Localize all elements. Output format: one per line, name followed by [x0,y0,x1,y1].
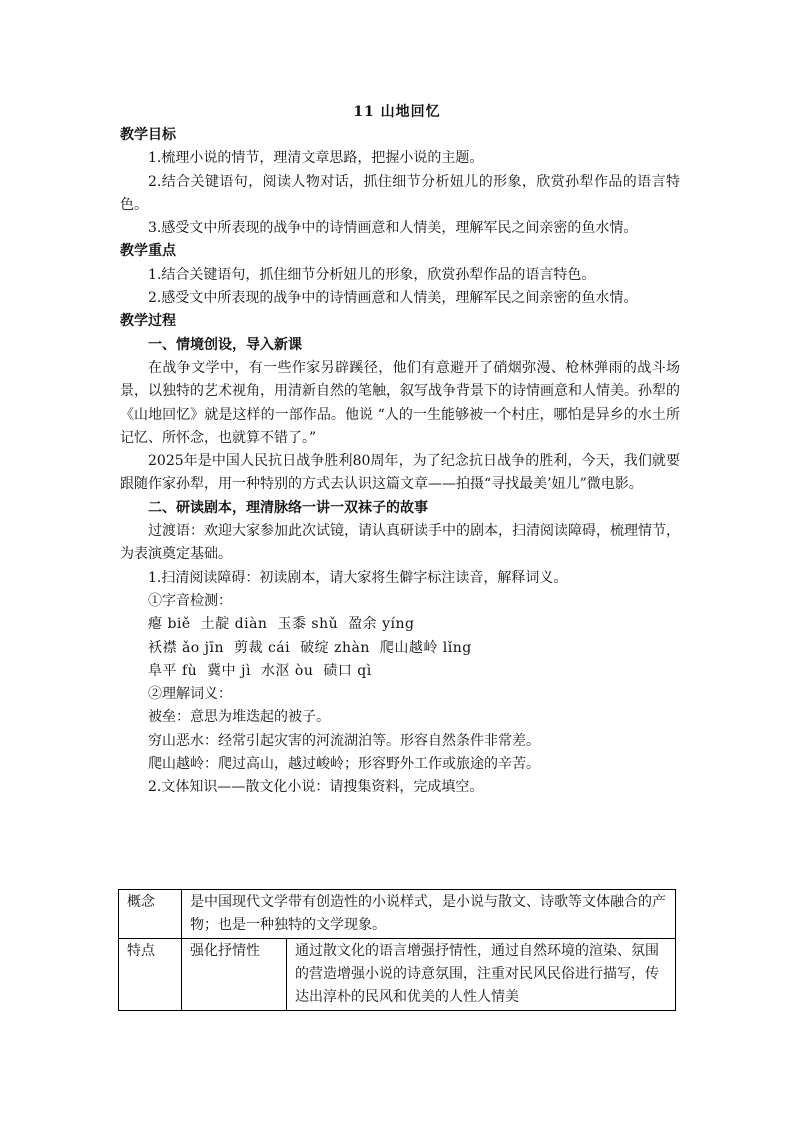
section1-heading: 一、情境创设，导入新课 [148,336,302,353]
focus-heading: 教学重点 [120,243,176,260]
feature-text: 通过散文化的语言增强抒情性，通过自然环境的渲染、氛围的营造增强小说的诗意氛围，注重对民风民俗进行描写，传达出淳朴的民风和优美的人性人情美 [287,939,676,1011]
pronunciation-item: 玉黍 shǔ [277,616,339,633]
document-body [120,124,680,800]
table-row [119,939,676,1011]
pronunciation-item: 破绽 zhàn [300,639,370,656]
pronunciation-item: 碛口 qì [323,662,372,679]
pronunciation-item: 盈余 yíng [348,616,415,633]
meaning-heading: ②理解词义： [148,686,232,703]
pronunciation-item: 水沤 òu [260,662,314,679]
genre-table [118,889,676,1011]
page-title: 11 山地回忆 [353,104,441,120]
focus-item: 1.结合关键语句，抓住细节分析妞儿的形象，欣赏孙犁作品的语言特色。 [148,266,596,283]
section2-heading: 二、研读剧本，理清脉络一讲一双袜子的故事 [148,499,428,516]
transition-text: 过渡语：欢迎大家参加此次试镜，请认真研读手中的剧本，扫清阅读障碍，梳理情节，为表演奠定基础。 [120,523,680,563]
goal-item: 2.结合关键语句，阅读人物对话，抓住细节分析妞儿的形象，欣赏孙犁作品的语言特色。 [120,173,680,213]
pronunciation-row [120,637,680,660]
pronunciation-item: 爬山越岭 lǐng [379,639,472,656]
meaning-item: 爬山越岭：爬过高山，越过峻岭；形容野外工作或旅途的辛苦。 [148,756,540,773]
pronunciation-item: 土靛 diàn [200,616,268,633]
goal-item: 1.梳理小说的情节，理清文章思路，把握小说的主题。 [148,150,484,167]
feature-sublabel: 强化抒情性 [182,939,287,1011]
pronunciation-item: 剪裁 cái [234,639,291,656]
pronunciation-item: 冀中 jì [207,662,251,679]
goal-item: 3.感受文中所表现的战争中的诗情画意和人情美，理解军民之间亲密的鱼水情。 [148,220,638,237]
section1-paragraph: 2025年是中国人民抗日战争胜利80周年，为了纪念抗日战争的胜利，今天，我们就要跟随作家孙犁，用一种特别的方式去认识这篇文章——拍摄“寻找最美’妞儿”微电影。 [120,453,680,493]
section1-paragraph: 在战争文学中，有一些作家另辟蹊径，他们有意避开了硝烟弥漫、枪林弹雨的战斗场景，以独特的艺术视角，用清新自然的笔触，叙写战争背景下的诗情画意和人情美。孙犁的《山地回忆》就是这样的一部作品。他说 “人的一生能够被一个村庄，哪怕是异乡的水土所记忆、所怀念，也就算不错了。” [120,359,680,446]
pronunciation-item: 袄襟 ǎo jīn [148,639,225,656]
pronunciation-row [120,613,680,636]
task-2: 2.文体知识——散文化小说：请搜集资料，完成填空。 [148,779,484,796]
focus-item: 2.感受文中所表现的战争中的诗情画意和人情美，理解军民之间亲密的鱼水情。 [148,290,638,307]
concept-text: 是中国现代文学带有创造性的小说样式，是小说与散文、诗歌等文体融合的产物；也是一种独特的文学现象。 [182,890,676,939]
pronunciation-item: 阜平 fù [148,662,198,679]
feature-label: 特点 [119,939,182,1011]
meaning-item: 穷山恶水：经常引起灾害的河流湖泊等。形容自然条件非常差。 [148,732,540,749]
task-1: 1.扫清阅读障碍：初读剧本，请大家将生僻字标注读音，解释词义。 [148,569,568,586]
pronunciation-row [120,660,680,683]
process-heading: 教学过程 [120,313,176,330]
pronunciation-item: 瘪 biě [148,616,191,633]
pronunciation-heading: ①字音检测： [148,592,232,609]
table-row [119,890,676,939]
goals-heading: 教学目标 [120,127,176,143]
meaning-item: 被垒：意思为堆迭起的被子。 [148,709,330,726]
concept-label: 概念 [119,890,182,939]
